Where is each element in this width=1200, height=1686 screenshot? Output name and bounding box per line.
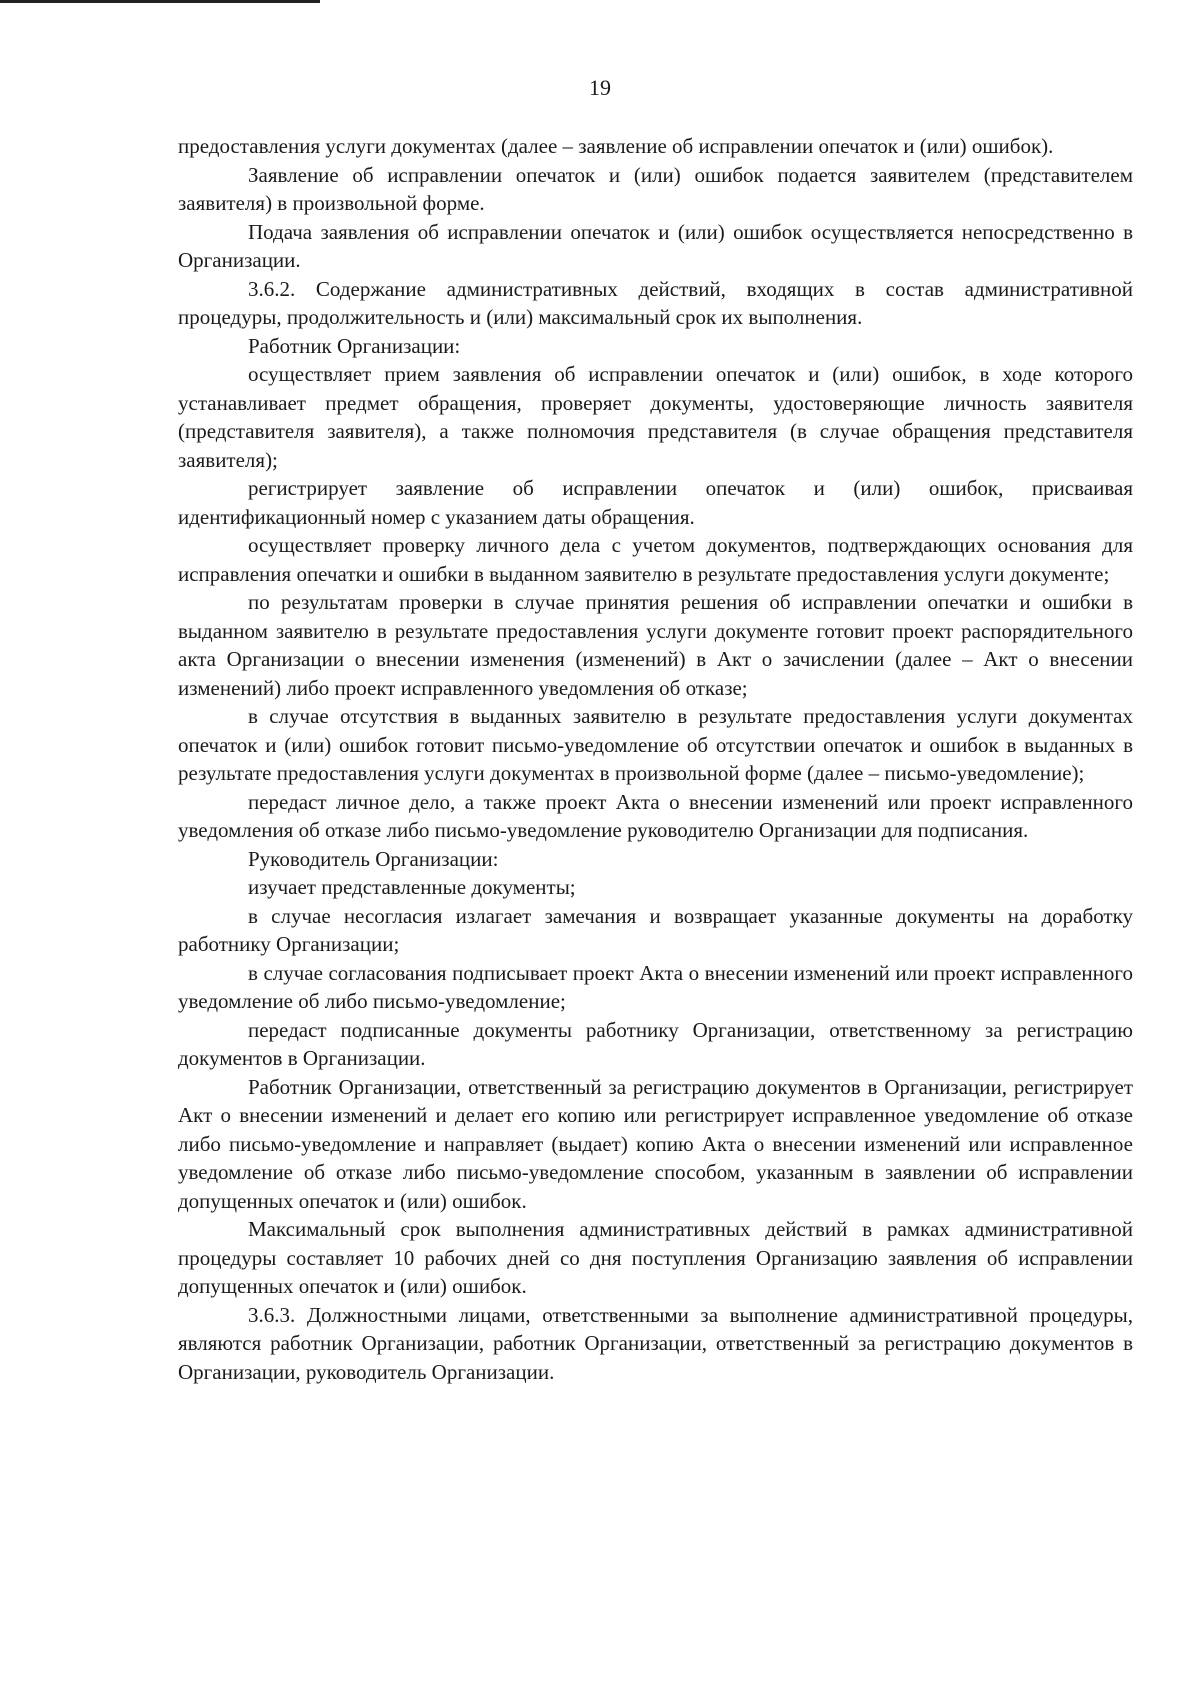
- paragraph-head-studies: изучает представленные документы;: [248, 875, 576, 899]
- paragraph-employee-heading: Работник Организации:: [248, 333, 461, 358]
- paragraph-application-form: Заявление об исправлении опечаток и (или) ошибок подается заявителем (представителем заявителя) в произвольной форме.: [178, 162, 1133, 215]
- page-number: 19: [589, 75, 611, 100]
- paragraph-employee-prepares-letter: в случае отсутствия в выданных заявителю в результате предоставления услуги документах опечаток и (или) ошибок готовит письмо-уведомление об отсутствии опечаток и ошибок в выданных в результате предоставления услуги документах в произвольной форме (далее – письмо-уведомление);: [178, 704, 1133, 785]
- paragraph-head-disagreement: в случае несогласия излагает замечания и возвращает указанные документы на доработку работнику Организации;: [178, 903, 1133, 956]
- paragraph-head-approval: в случае согласования подписывает проект Акта о внесении изменений или проект исправленного уведомление об либо письмо-уведомление;: [178, 960, 1133, 1013]
- paragraph-employee-prepares-act: по результатам проверки в случае принятия решения об исправлении опечатки и ошибки в выданном заявителю в результате предоставления услуги документе готовит проект распорядительного акта Организации о внесении изменения (изменений) в Акт о зачислении (далее – Акт о внесении изменений) либо проект исправленного уведомления об отказе;: [178, 590, 1133, 700]
- paragraph-employee-checks: осуществляет проверку личного дела с учетом документов, подтверждающих основания для исправления опечатки и ошибки в выданном заявителю в результате предоставления услуги документе;: [178, 533, 1133, 586]
- paragraph-submission: Подача заявления об исправлении опечаток и (или) ошибок осуществляется непосредственно в Организации.: [178, 219, 1133, 272]
- paragraph-head-transfers: передаст подписанные документы работнику Организации, ответственному за регистрацию документов в Организации.: [178, 1017, 1133, 1070]
- document-body: [178, 132, 1133, 1386]
- paragraph-section-3-6-2: 3.6.2. Содержание административных действий, входящих в состав административной процедуры, продолжительность и (или) максимальный срок их выполнения.: [178, 276, 1133, 329]
- paragraph-continuation: предоставления услуги документах (далее – заявление об исправлении опечаток и (или) ошибок).: [178, 134, 1054, 158]
- paragraph-section-3-6-3: 3.6.3. Должностными лицами, ответственными за выполнение административной процедуры, являются работник Организации, работник Организации, ответственный за регистрацию документов в Организации, руководитель Организации.: [178, 1302, 1133, 1384]
- paragraph-max-term: Максимальный срок выполнения административных действий в рамках административной процедуры составляет 10 рабочих дней со дня поступления Организацию заявления об исправлении допущенных опечаток и (или) ошибок.: [178, 1217, 1133, 1298]
- paragraph-employee-accepts: осуществляет прием заявления об исправлении опечаток и (или) ошибок, в ходе которого устанавливает предмет обращения, проверяет документы, удостоверяющие личность заявителя (представителя заявителя), а также полномочия представителя (в случае обращения представителя заявителя);: [178, 362, 1133, 472]
- paragraph-registrar: Работник Организации, ответственный за регистрацию документов в Организации, регистрирует Акт о внесении изменений и делает его копию или регистрирует исправленное уведомление об отказе либо письмо-уведомление и направляет (выдает) копию Акта о внесении изменений или исправленное уведомление об отказе либо письмо-уведомление способом, указанным в заявлении об исправлении допущенных опечаток и (или) ошибок.: [178, 1074, 1133, 1213]
- scan-edge-line: [0, 0, 320, 3]
- paragraph-employee-transfers: передаст личное дело, а также проект Акта о внесении изменений или проект исправленного уведомления об отказе либо письмо-уведомление руководителю Организации для подписания.: [178, 789, 1133, 842]
- paragraph-employee-registers: регистрирует заявление об исправлении опечаток и (или) ошибок, присваивая идентификационный номер с указанием даты обращения.: [178, 476, 1133, 529]
- paragraph-head-heading: Руководитель Организации:: [248, 846, 499, 871]
